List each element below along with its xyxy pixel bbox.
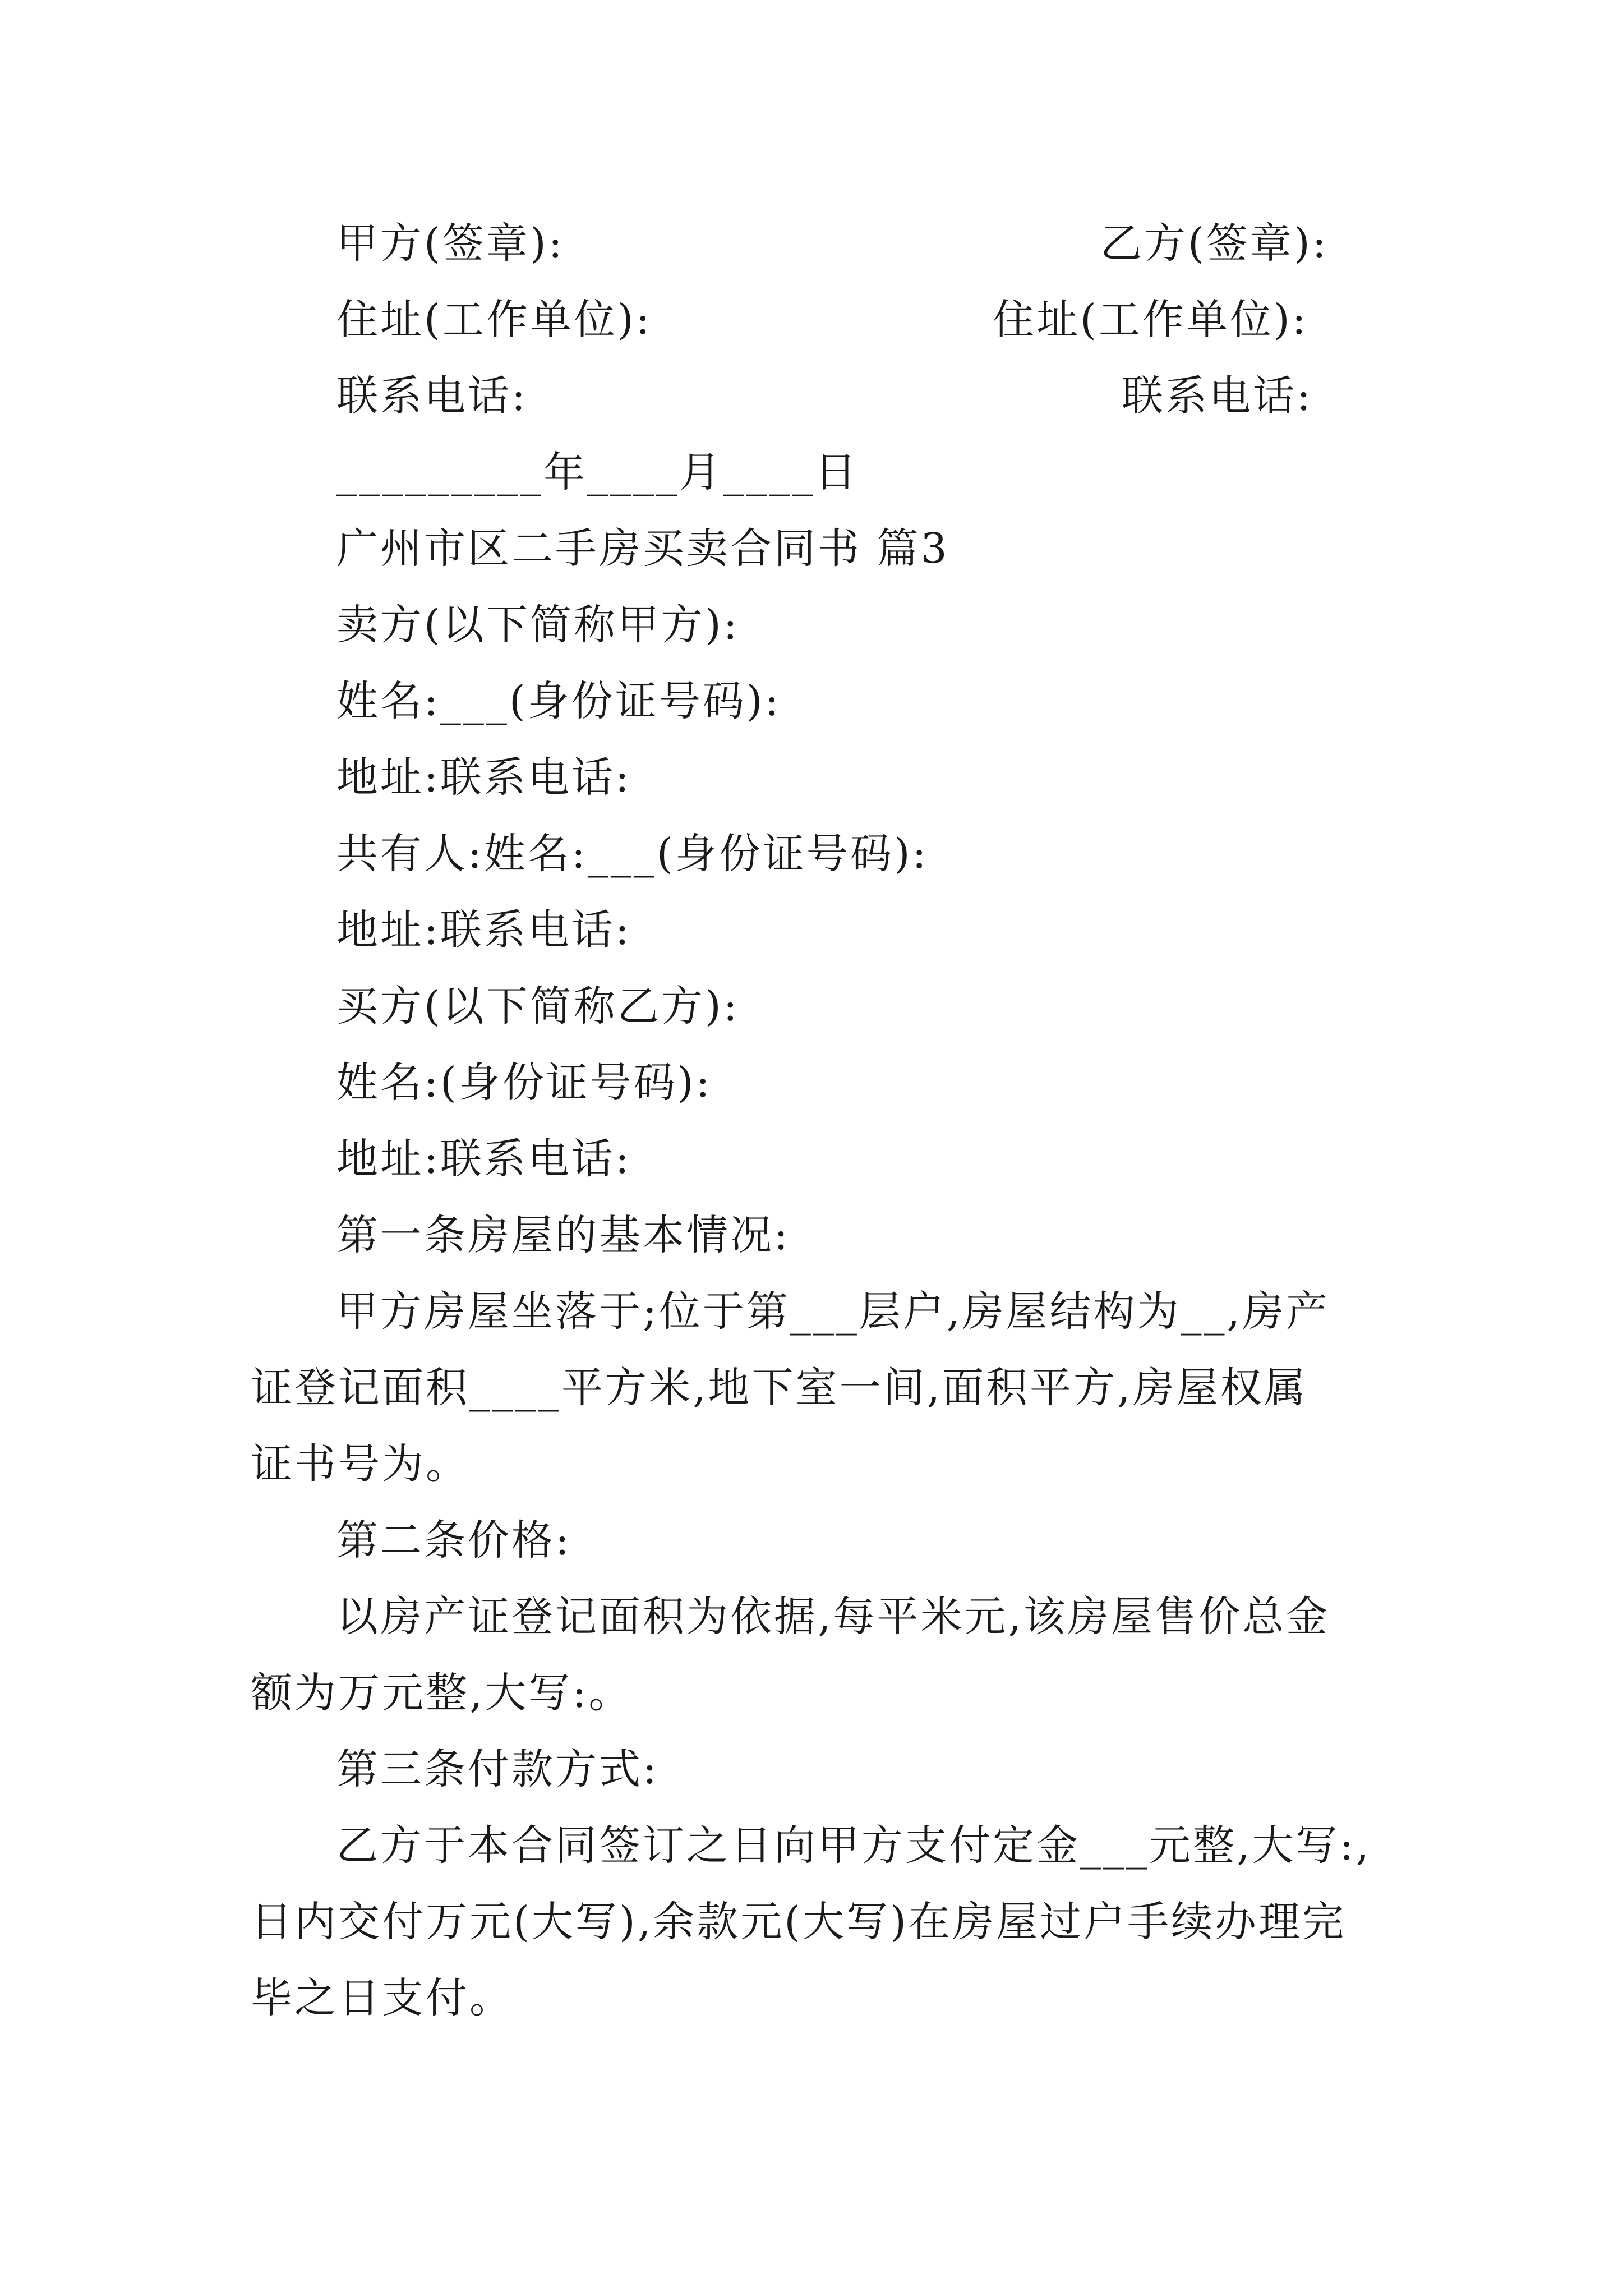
- party-a-address-label: 住址(工作单位):: [336, 296, 652, 344]
- party-b-seal-label: 乙方(签章):: [1100, 219, 1329, 268]
- contract-title: 广州市区二手房买卖合同书 篇3: [336, 524, 949, 573]
- article1-line1: 甲方房屋坐落于;位于第___层户,房屋结构为__,房产: [336, 1287, 1330, 1336]
- co-owner: 共有人:姓名:___(身份证号码):: [336, 830, 929, 878]
- article2-heading: 第二条价格:: [336, 1516, 571, 1565]
- party-a-phone-label: 联系电话:: [336, 372, 528, 420]
- article3-heading: 第三条付款方式:: [336, 1745, 659, 1793]
- party-a-seal-label: 甲方(签章):: [336, 219, 565, 268]
- party-b-address-label: 住址(工作单位):: [993, 296, 1308, 344]
- seller-name: 姓名:___(身份证号码):: [336, 677, 781, 725]
- article1-heading: 第一条房屋的基本情况:: [336, 1211, 790, 1259]
- seller-heading: 卖方(以下简称甲方):: [336, 601, 740, 649]
- article1-line2: 证登记面积____平方米,地下室一间,面积平方,房屋权属: [251, 1364, 1308, 1412]
- party-b-phone-label: 联系电话:: [1122, 372, 1313, 420]
- article2-line2: 额为万元整,大写:。: [251, 1669, 633, 1717]
- article3-line2: 日内交付万元(大写),余款元(大写)在房屋过户手续办理完: [251, 1898, 1347, 1946]
- article3-line1: 乙方于本合同签订之日向甲方支付定金___元整,大写:,: [336, 1821, 1371, 1870]
- buyer-address: 地址:联系电话:: [336, 1135, 631, 1183]
- buyer-heading: 买方(以下简称乙方):: [336, 982, 740, 1030]
- seller-address: 地址:联系电话:: [336, 753, 631, 802]
- buyer-name: 姓名:(身份证号码):: [336, 1059, 712, 1107]
- article1-line3: 证书号为。: [251, 1440, 469, 1488]
- article2-line1: 以房产证登记面积为依据,每平米元,该房屋售价总金: [336, 1593, 1330, 1641]
- article3-line3: 毕之日支付。: [251, 1974, 513, 2022]
- co-owner-address: 地址:联系电话:: [336, 906, 631, 954]
- date-line: _________年____月____日: [336, 448, 859, 496]
